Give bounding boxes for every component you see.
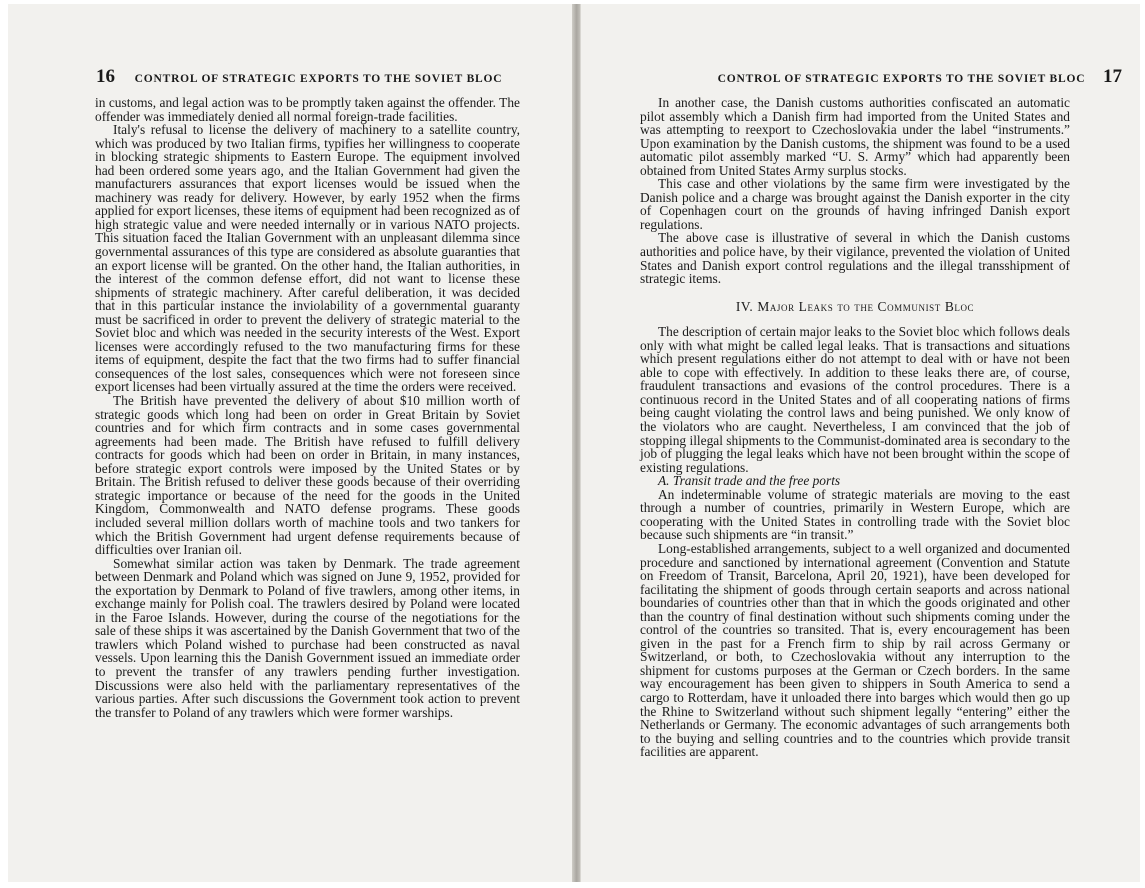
paragraph: The British have prevented the delivery of about $10 million worth of strategic goods which long had been on order in Great Britain by Soviet countries and for which firm contracts and in some cases governmental agreements had been made. The British have refused to fulfill delivery contracts for goods which had been on order in Britain, in many instances, before strategic export controls were imposed by the United States or by Britain. The British refused to deliver these goods because of their overriding strategic importance or because of the need for the goods in the United Kingdom, Commonwealth and NATO defense programs. These goods included several million dollars worth of machine tools and two tankers for which the British Government had urgent defense requirements because of difficulties over Iranian oil. xyxy=(95,393,520,558)
paragraph: The above case is illustrative of several in which the Danish customs authorities and police have, by their vigilance, prevented the violation of United States and Danish export control regulations and the illegal transshipment of strategic items. xyxy=(640,230,1070,287)
paragraph: Somewhat similar action was taken by Denmark. The trade agreement between Denmark and Poland which was signed on June 9, 1952, provided for the exportation by Denmark to Poland of five trawlers, among other items, in exchange mainly for Polish coal. The trawlers desired by Poland were located in the Faroe Islands. However, during the course of the negotiations for the sale of these ships it was ascertained by the Danish Government that two of the trawlers which Poland wished to purchase had been constructed as naval vessels. Upon learning this the Danish Government issued an immediate order to prevent the transfer of any trawlers pending further investigation. Discussions were also held with the parliamentary representatives of the various parties. After such discussions the Government took action to prevent the transfer to Poland of any trawlers which were former warships. xyxy=(95,555,520,720)
running-head: CONTROL OF STRATEGIC EXPORTS TO THE SOVIET BLOC xyxy=(717,73,1086,85)
right-page-body xyxy=(640,96,1070,759)
page-number: 16 xyxy=(96,66,115,87)
paragraph: The description of certain major leaks to the Soviet bloc which follows deals only with what might be called legal leaks. That is transactions and situations which present regulations either do not attempt to deal with or have not been able to cope with effectively. In addition to these leaks there are, of course, fraudulent transactions and evasions of the control procedures. There is a continuous record in the United States and of all cooperating nations of firms being caught violating the control laws and being punished. We only know of the violators who are caught. Nevertheless, I am convinced that the job of stopping illegal shipments to the Communist-dominated area is secondary to the job of plugging the legal leaks which have not been brought within the scope of existing regulations. xyxy=(640,324,1070,475)
left-page-body xyxy=(95,96,520,719)
subsection-heading: A. Transit trade and the free ports xyxy=(658,473,841,489)
paragraph: This case and other violations by the same firm were investigated by the Danish police and a charge was brought against the Danish exporter in the city of Copenhagen court on the grounds of having infringed Danish export regulations. xyxy=(640,176,1070,232)
paragraph: Long-established arrangements, subject to a well organized and documented procedure and sanctioned by international agreement (Convention and Statute on Freedom of Transit, Barcelona, April 20, 1921), have been developed for facilitating the shipment of goods through certain seaports and across national boundaries of countries other than that in which the goods originated and other than the country of final destination without such shipments coming under the control of the countries so transited. That is, every encouragement has been given in the past for a French firm to ship by rail across Germany or Switzerland, or both, to Czechoslovakia without any interruption to the shipment for customs purposes at the German or Czech borders. In the same way encouragement has been given to shippers in South America to send a cargo to Rotterdam, have it unloaded there into barges which would then go up the Rhine to Switzerland without such shipment legally “entering” either the Netherlands or Germany. The economic advantages of such arrangements both to the buying and selling countries and to the countries which provide transit facilities are apparent. xyxy=(640,540,1070,760)
section-heading: IV. Major Leaks to the Communist Bloc xyxy=(735,298,975,314)
right-page-header xyxy=(718,66,1122,86)
right-page xyxy=(580,4,1140,882)
left-page-header xyxy=(96,66,502,86)
running-head: CONTROL OF STRATEGIC EXPORTS TO THE SOVIET BLOC xyxy=(134,73,503,85)
paragraph: in customs, and legal action was to be promptly taken against the offender. The offender was immediately denied all normal foreign-trade facilities. xyxy=(95,95,520,124)
paragraph: An indeterminable volume of strategic materials are moving to the east through a number of countries, primarily in Western Europe, which are cooperating with the United States in controlling trade with the Soviet bloc because such shipments are “in transit.” xyxy=(640,486,1070,543)
left-page xyxy=(8,4,574,882)
page-number: 17 xyxy=(1103,66,1122,87)
paragraph: In another case, the Danish customs authorities confiscated an automatic pilot assembly which a Danish firm had imported from the United States and was attempting to reexport to Czechoslovakia under the label “instruments.” Upon examination by the Danish customs, the shipment was found to be a used automatic pilot assembly marked “U. S. Army” which had apparently been obtained from United States Army surplus stocks. xyxy=(640,95,1070,178)
paragraph: Italy's refusal to license the delivery of machinery to a satellite country, which was produced by two Italian firms, typifies her willingness to cooperate in blocking strategic shipments to Eastern Europe. The equipment involved had been ordered some years ago, and the Italian Government had given the manufacturers assurances that export licenses would be issued when the machinery was ready for delivery. However, by early 1952 when the firms applied for export licenses, these items of equipment had been recognized as of high strategic value and were needed internally or in various NATO projects. This situation faced the Italian Government with an unpleasant dilemma since governmental assurances of this type are considered as absolute guaranties that an export license will be granted. On the other hand, the Italian authorities, in the interest of the common defense effort, did not want to license these shipments of strategic machinery. After careful deliberation, it was decided that in this particular instance the inviolability of a governmental guaranty must be sacrificed in order to prevent the delivery of strategic material to the Soviet bloc and which was needed in the security interests of the West. Export licenses were accordingly refused to the two manufacturing firms for these items of equipment, despite the fact that the two firms had to suffer financial consequences of the lost sales, consequences which were not foreseen since export licenses had been virtually assured at the time the orders were received. xyxy=(95,122,521,395)
